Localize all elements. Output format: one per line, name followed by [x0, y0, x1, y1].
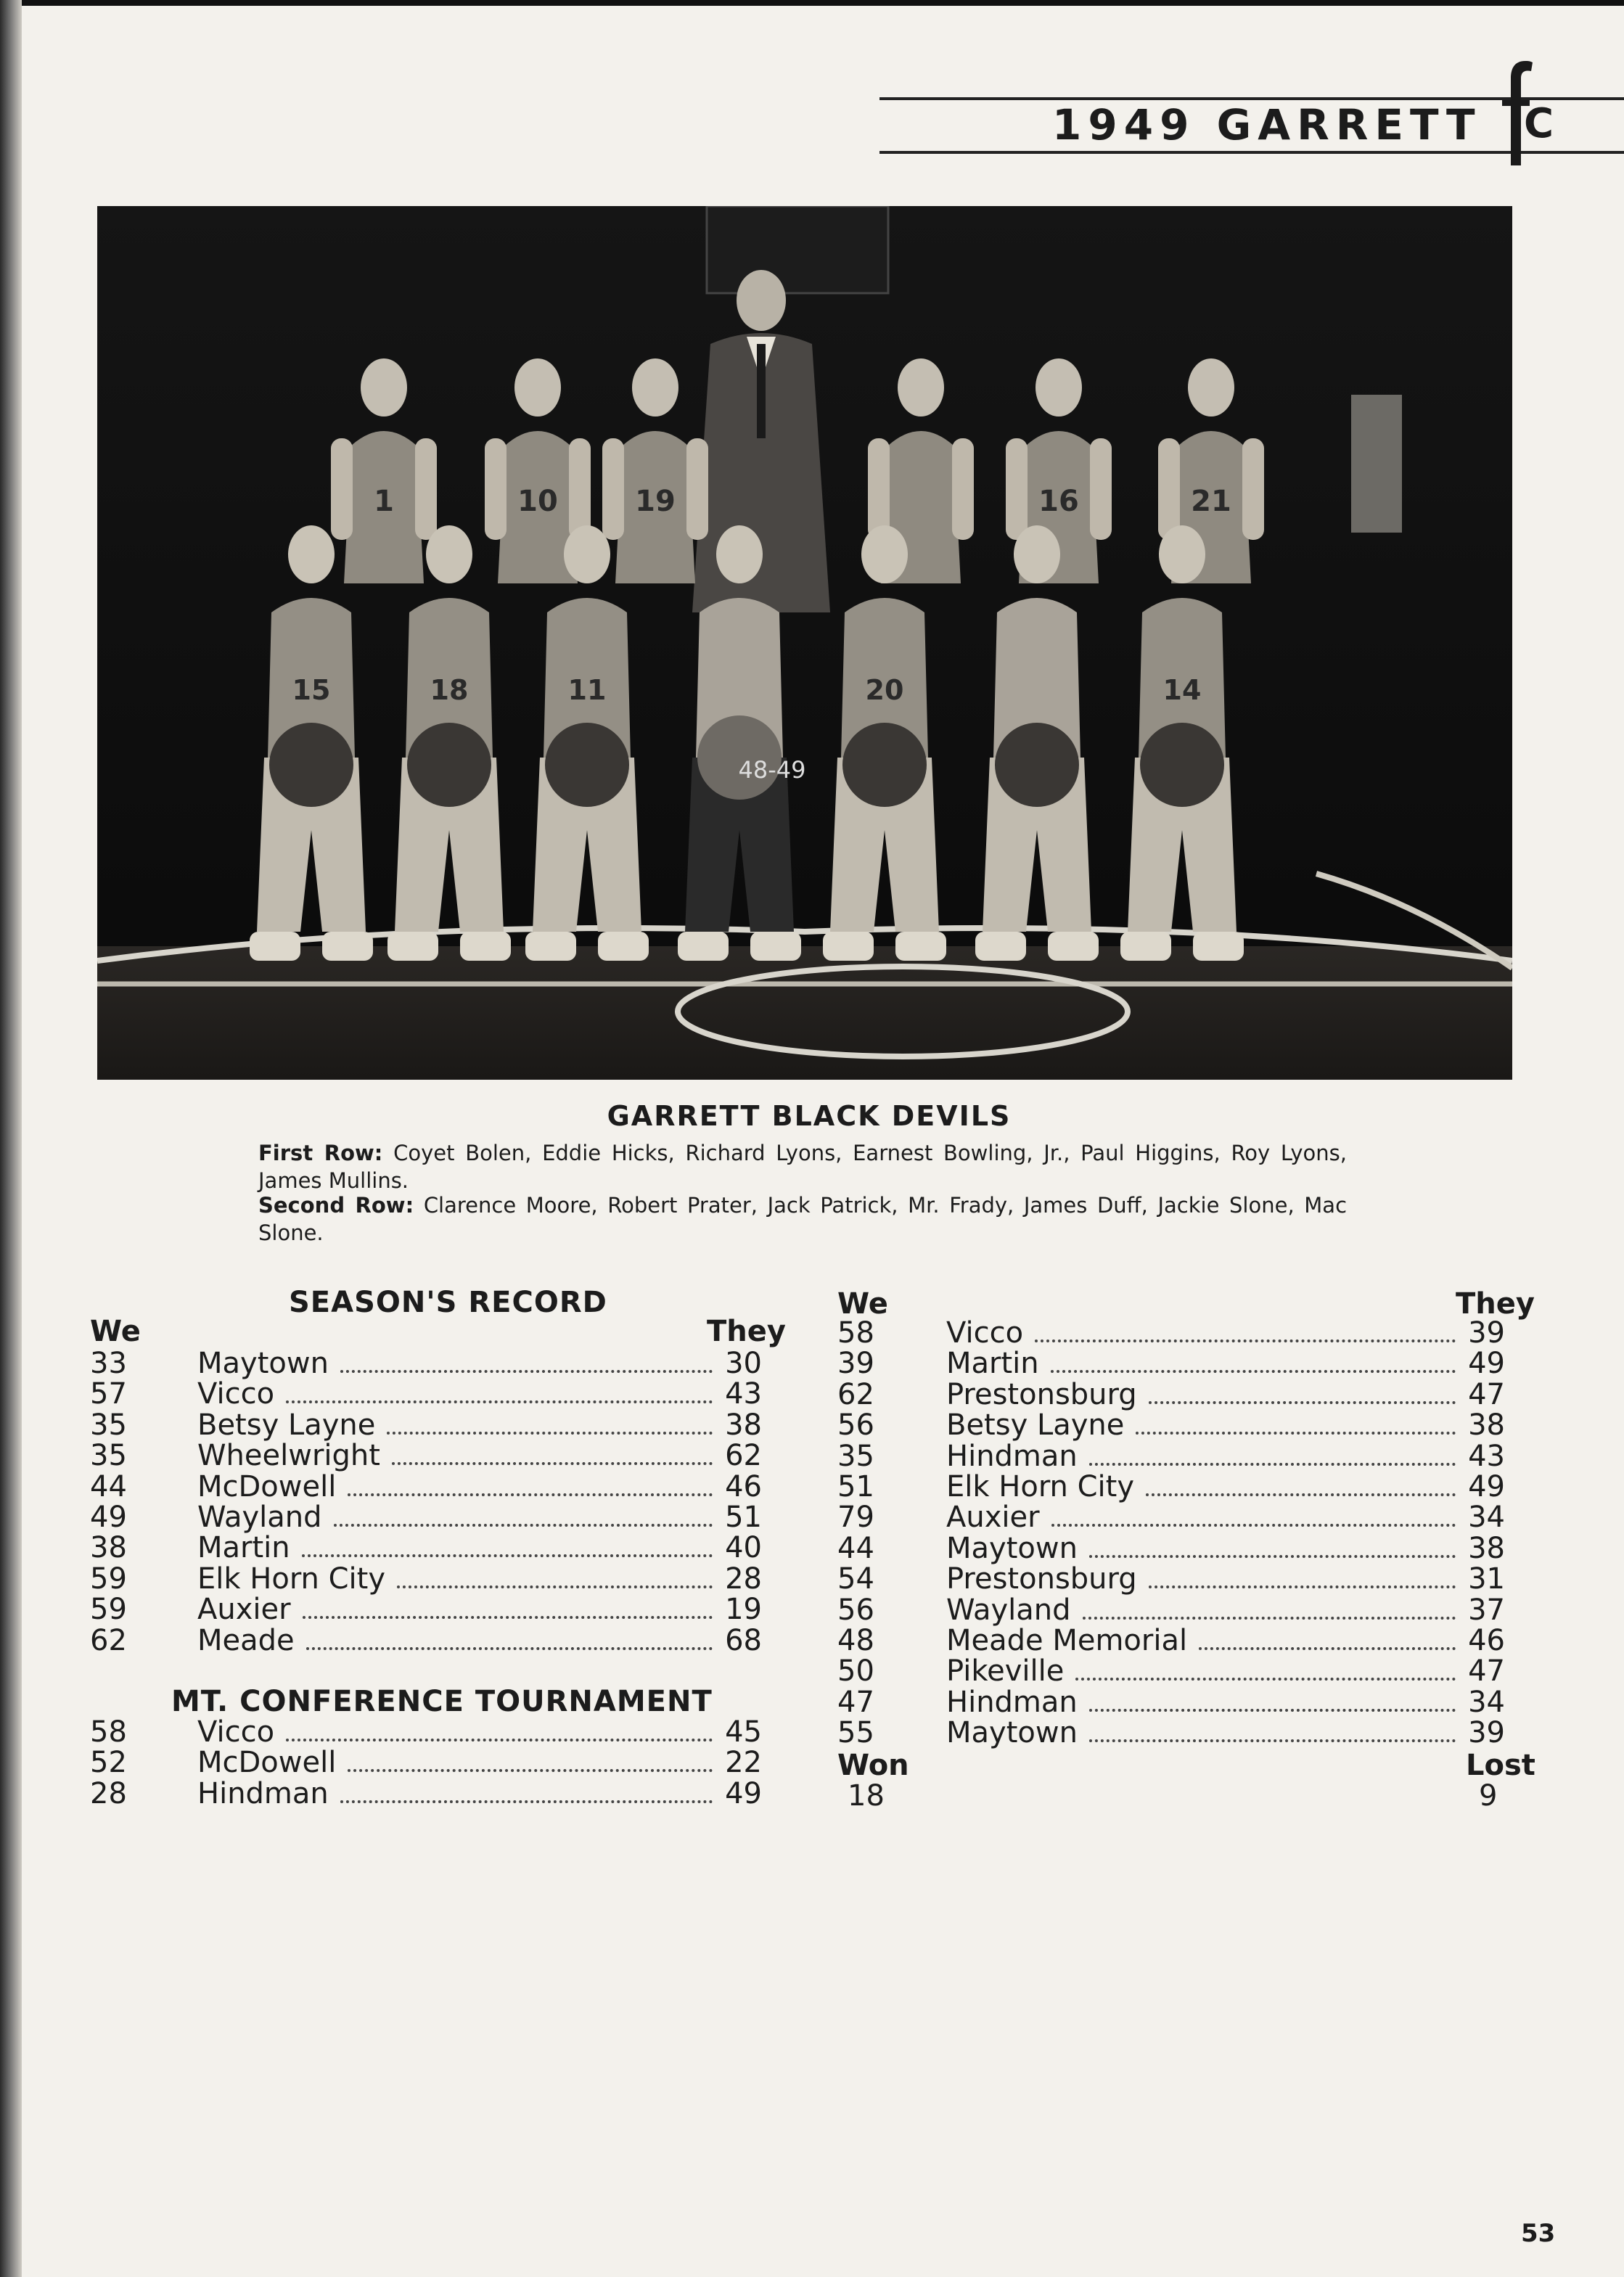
opponent-name: Wayland — [946, 1593, 1071, 1627]
leader-dots — [348, 1493, 713, 1496]
we-score: 47 — [837, 1685, 874, 1719]
they-score: 46 — [1468, 1624, 1505, 1657]
leader-dots — [340, 1370, 713, 1373]
jersey-number: 19 — [635, 485, 676, 518]
leader-dots — [340, 1800, 713, 1803]
game-row — [837, 1533, 1505, 1564]
season-record-title: SEASON'S RECORD — [289, 1286, 607, 1319]
game-row — [837, 1625, 1505, 1657]
yearbook-logo-letter: C — [1524, 100, 1554, 147]
they-score: 47 — [1468, 1377, 1505, 1411]
opponent-name: Hindman — [197, 1776, 329, 1810]
we-score: 62 — [837, 1377, 874, 1411]
won-label: Won — [837, 1749, 909, 1782]
they-score: 43 — [1468, 1439, 1505, 1473]
opponent-name: Betsy Layne — [946, 1408, 1125, 1443]
leader-dots — [387, 1432, 713, 1435]
game-row — [837, 1718, 1505, 1749]
game-row — [837, 1656, 1505, 1687]
we-score: 35 — [90, 1408, 127, 1442]
they-score: 28 — [725, 1562, 762, 1596]
game-row — [90, 1379, 762, 1410]
we-score: 28 — [90, 1776, 127, 1810]
we-score: 48 — [837, 1624, 874, 1657]
game-row — [90, 1440, 762, 1472]
first-row-names: Coyet Bolen, Eddie Hicks, Richard Lyons, Earnest Bowling, Jr., Paul Higgins, Roy Lyons, James Mullins. — [258, 1141, 1348, 1193]
game-row — [837, 1472, 1505, 1503]
jersey-number: 18 — [430, 674, 469, 706]
we-score: 35 — [90, 1439, 127, 1473]
leader-dots — [334, 1524, 713, 1527]
they-score: 38 — [1468, 1408, 1505, 1443]
leader-dots — [1149, 1585, 1456, 1588]
game-row — [90, 1410, 762, 1441]
tournament-title: MT. CONFERENCE TOURNAMENT — [171, 1685, 713, 1718]
game-row — [837, 1502, 1505, 1533]
game-row — [90, 1594, 762, 1625]
we-score: 56 — [837, 1408, 874, 1443]
opponent-name: Vicco — [197, 1715, 275, 1749]
lost-count: 9 — [1479, 1779, 1498, 1813]
they-score: 68 — [725, 1623, 762, 1657]
team-name: GARRETT BLACK DEVILS — [607, 1100, 1012, 1132]
they-score: 38 — [1468, 1531, 1505, 1565]
we-score: 54 — [837, 1562, 874, 1596]
we-score: 49 — [90, 1501, 127, 1534]
leader-dots — [1136, 1432, 1456, 1435]
leader-dots — [1146, 1493, 1456, 1496]
page-number: 53 — [1521, 2219, 1556, 2248]
opponent-name: Martin — [197, 1531, 290, 1565]
we-score: 38 — [90, 1531, 127, 1565]
book-spine-shadow — [0, 0, 22, 2277]
team-photo — [97, 206, 1512, 1080]
we-score: 79 — [837, 1501, 874, 1535]
game-row — [90, 1469, 762, 1503]
jersey-number: 15 — [292, 674, 331, 706]
opponent-name: McDowell — [197, 1746, 337, 1780]
jersey-number: 14 — [1162, 674, 1202, 706]
jersey-number: 1 — [374, 485, 394, 518]
opponent-name: Elk Horn City — [946, 1470, 1135, 1503]
we-score: 56 — [837, 1593, 874, 1627]
they-score: 37 — [1468, 1593, 1505, 1627]
leader-dots — [1199, 1647, 1456, 1650]
season-they-heading: They — [707, 1315, 786, 1348]
leader-dots — [286, 1400, 713, 1403]
won-count: 18 — [848, 1779, 885, 1813]
opponent-name: Wheelwright — [197, 1439, 380, 1473]
we-score: 44 — [837, 1531, 874, 1565]
opponent-name: Maytown — [946, 1531, 1078, 1565]
season2-they-heading: They — [1456, 1287, 1535, 1321]
we-score: 57 — [90, 1377, 127, 1411]
team-photo-drawing — [97, 206, 1512, 1080]
they-score: 49 — [1468, 1470, 1505, 1503]
first-row-label: First Row: — [258, 1141, 383, 1165]
game-row — [90, 1533, 762, 1564]
leader-dots — [392, 1462, 713, 1465]
opponent-name: Auxier — [197, 1593, 291, 1627]
game-row — [90, 1625, 762, 1657]
they-score: 62 — [725, 1439, 762, 1473]
game-row — [837, 1410, 1505, 1441]
game-row — [837, 1379, 1505, 1411]
we-score: 39 — [837, 1347, 874, 1381]
second-row-label: Second Row: — [258, 1193, 414, 1218]
game-row — [90, 1502, 762, 1533]
we-score: 59 — [90, 1562, 127, 1596]
leader-dots — [1149, 1401, 1456, 1404]
we-score: 58 — [90, 1715, 127, 1749]
we-score: 55 — [837, 1716, 874, 1750]
leader-dots — [1083, 1617, 1456, 1620]
season2-we-heading: We — [837, 1287, 888, 1321]
they-score: 34 — [1468, 1501, 1505, 1535]
leader-dots — [1089, 1555, 1456, 1558]
we-score: 33 — [90, 1347, 127, 1380]
opponent-name: Auxier — [946, 1501, 1040, 1535]
leader-dots — [302, 1554, 713, 1557]
opponent-name: Meade Memorial — [946, 1624, 1188, 1657]
they-score: 30 — [725, 1347, 762, 1380]
leader-dots — [1089, 1739, 1456, 1742]
we-score: 62 — [90, 1623, 127, 1657]
opponent-name: Prestonsburg — [946, 1562, 1137, 1596]
they-score: 39 — [1468, 1716, 1505, 1750]
leader-dots — [303, 1616, 713, 1619]
opponent-name: Elk Horn City — [197, 1562, 386, 1596]
opponent-name: Pikeville — [946, 1654, 1065, 1689]
game-row — [837, 1595, 1505, 1626]
opponent-name: Hindman — [946, 1685, 1078, 1719]
we-score: 51 — [837, 1470, 874, 1503]
they-score: 34 — [1468, 1685, 1505, 1719]
we-score: 35 — [837, 1439, 874, 1473]
jersey-number: 20 — [865, 674, 904, 706]
game-row — [837, 1318, 1505, 1349]
game-row — [837, 1348, 1505, 1379]
second-row-names: Clarence Moore, Robert Prater, Jack Patrick, Mr. Frady, James Duff, Jackie Slone, Mac Slone. — [258, 1193, 1348, 1245]
opponent-name: Hindman — [946, 1439, 1078, 1473]
we-score: 52 — [90, 1746, 127, 1780]
they-score: 51 — [725, 1501, 762, 1534]
they-score: 39 — [1468, 1316, 1505, 1350]
season-we-heading: We — [90, 1315, 141, 1348]
they-score: 22 — [725, 1746, 762, 1780]
leader-dots — [1089, 1709, 1456, 1712]
we-score: 50 — [837, 1654, 874, 1689]
second-row-caption — [258, 1191, 1347, 1247]
opponent-name: Meade — [197, 1623, 295, 1657]
leader-dots — [1051, 1370, 1456, 1373]
game-row — [90, 1564, 762, 1595]
first-row-caption — [258, 1139, 1347, 1194]
they-score: 31 — [1468, 1562, 1505, 1596]
opponent-name: Prestonsburg — [946, 1377, 1137, 1411]
leader-dots — [306, 1647, 713, 1650]
ball-label: 48-49 — [738, 756, 806, 784]
leader-dots — [286, 1739, 713, 1741]
page-top-edge — [22, 0, 1624, 6]
they-score: 38 — [725, 1408, 762, 1442]
game-row — [90, 1747, 762, 1778]
we-score: 58 — [837, 1316, 874, 1350]
game-row — [837, 1687, 1505, 1718]
opponent-name: Vicco — [946, 1316, 1024, 1350]
leader-dots — [1089, 1463, 1456, 1466]
they-score: 49 — [725, 1776, 762, 1810]
they-score: 40 — [725, 1531, 762, 1565]
they-score: 43 — [725, 1377, 762, 1411]
opponent-name: Vicco — [197, 1377, 275, 1411]
jersey-number: 16 — [1038, 485, 1079, 518]
opponent-name: Maytown — [197, 1347, 329, 1380]
game-row — [837, 1564, 1505, 1595]
they-score: 47 — [1468, 1654, 1505, 1689]
they-score: 45 — [725, 1715, 762, 1749]
jersey-number: 11 — [567, 674, 607, 706]
opponent-name: Wayland — [197, 1501, 322, 1534]
game-row — [90, 1717, 762, 1748]
leader-dots — [1075, 1678, 1456, 1681]
they-score: 49 — [1468, 1347, 1505, 1381]
they-score: 46 — [725, 1469, 762, 1503]
game-row — [837, 1441, 1505, 1472]
we-score: 59 — [90, 1593, 127, 1627]
game-row — [90, 1348, 762, 1379]
we-score: 44 — [90, 1469, 127, 1503]
jersey-number: 21 — [1191, 485, 1231, 518]
leader-dots — [397, 1585, 713, 1588]
leader-dots — [348, 1769, 713, 1772]
opponent-name: McDowell — [197, 1469, 337, 1503]
game-row — [90, 1778, 762, 1810]
jersey-number: 10 — [517, 485, 558, 518]
they-score: 19 — [725, 1593, 762, 1627]
opponent-name: Maytown — [946, 1716, 1078, 1750]
page-title: 1949 GARRETT — [1052, 100, 1482, 149]
lost-label: Lost — [1466, 1749, 1535, 1782]
opponent-name: Betsy Layne — [197, 1408, 376, 1442]
opponent-name: Martin — [946, 1347, 1039, 1381]
leader-dots — [1051, 1524, 1456, 1527]
leader-dots — [1035, 1339, 1456, 1342]
